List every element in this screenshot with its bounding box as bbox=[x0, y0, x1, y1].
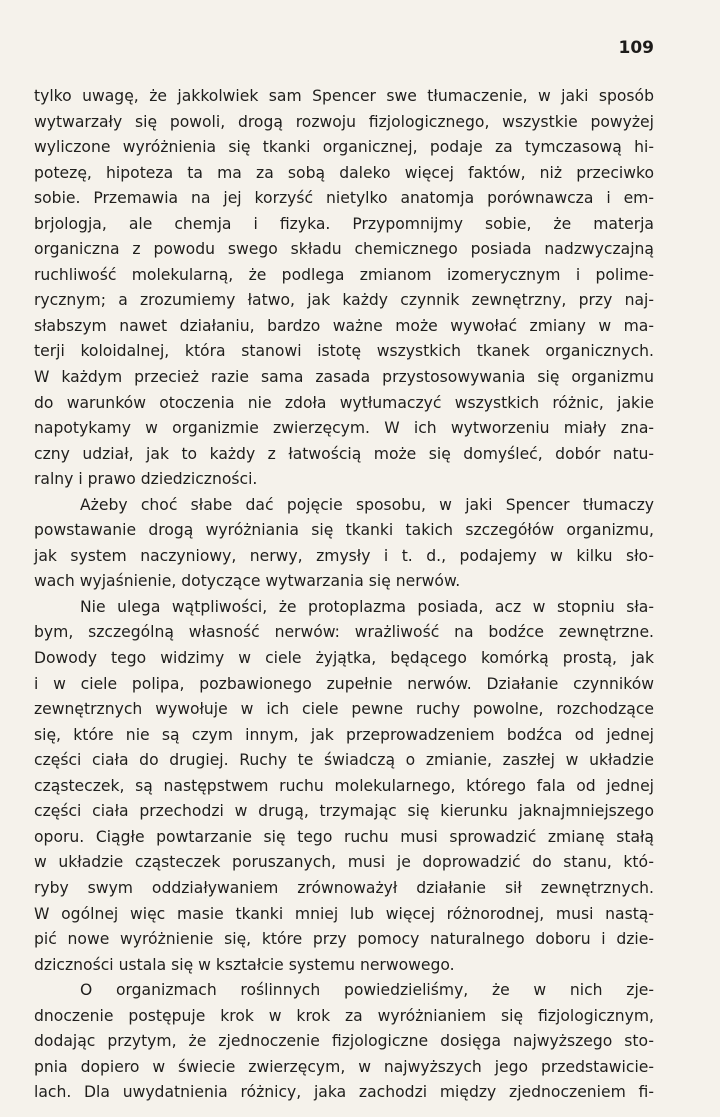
text-line: w układzie cząsteczek poruszanych, musi je doprowadzić do stanu, któ- bbox=[34, 853, 654, 872]
text-line: pnia dopiero w świecie zwierzęcym, w najwyższych jego przedstawicie- bbox=[34, 1057, 654, 1076]
text-line: do warunków otoczenia nie zdoła wytłumaczyć wszystkich różnic, jakie bbox=[34, 393, 654, 412]
text-line: cząsteczek, są następstwem ruchu molekularnego, którego fala od jednej bbox=[34, 776, 654, 795]
text-line: czny udział, jak to każdy z łatwością może się domyśleć, dobór natu- bbox=[34, 444, 654, 463]
text-line: sobie. Przemawia na jej korzyść nietylko anatomja porównawcza i em- bbox=[34, 189, 654, 208]
text-line: ralny i prawo dziedziczności. bbox=[34, 470, 258, 489]
text-line: części ciała do drugiej. Ruchy te świadczą o zmianie, zaszłej w układzie bbox=[34, 751, 654, 770]
text-line: rycznym; a zrozumiemy łatwo, jak każdy czynnik zewnętrzny, przy naj- bbox=[34, 291, 654, 310]
text-line: i w ciele polipa, pozbawionego zupełnie nerwów. Działanie czynników bbox=[34, 674, 654, 693]
text-line: powstawanie drogą wyróżniania się tkanki takich szczegółów organizmu, bbox=[34, 521, 654, 540]
text-line: wytwarzały się powoli, drogą rozwoju fizjologicznego, wszystkie powyżej bbox=[34, 112, 654, 131]
text-line: części ciała przechodzi w drugą, trzymając się kierunku jaknajmniejszego bbox=[34, 802, 654, 821]
text-line: brjologja, ale chemja i fizyka. Przypomnijmy sobie, że materja bbox=[34, 214, 654, 233]
page-number: 109 bbox=[618, 38, 654, 58]
text-line: dziczności ustala się w kształcie systemu nerwowego. bbox=[34, 955, 455, 974]
text-line: wach wyjaśnienie, dotyczące wytwarzania się nerwów. bbox=[34, 572, 461, 591]
text-line: zewnętrznych wywołuje w ich ciele pewne ruchy powolne, rozchodzące bbox=[34, 700, 654, 719]
body-text bbox=[34, 84, 654, 1106]
text-line: dodając przytym, że zjednoczenie fizjologiczne dosięga najwyższego sto- bbox=[34, 1032, 654, 1051]
text-line: słabszym nawet działaniu, bardzo ważne może wywołać zmiany w ma- bbox=[34, 316, 654, 335]
text-line: Ażeby choć słabe dać pojęcie sposobu, w jaki Spencer tłumaczy bbox=[80, 495, 654, 514]
text-line: potezę, hipoteza ta ma za sobą daleko więcej faktów, niż przeciwko bbox=[34, 163, 654, 182]
text-line: Nie ulega wątpliwości, że protoplazma posiada, acz w stopniu sła- bbox=[80, 597, 654, 616]
text-line: Dowody tego widzimy w ciele żyjątka, będącego komórką prostą, jak bbox=[34, 649, 654, 668]
text-line: napotykamy w organizmie zwierzęcym. W ich wytworzeniu miały zna- bbox=[34, 419, 654, 438]
text-line: tylko uwagę, że jakkolwiek sam Spencer swe tłumaczenie, w jaki sposób bbox=[34, 87, 654, 105]
text-line: W każdym przecież razie sama zasada przystosowywania się organizmu bbox=[34, 368, 654, 387]
text-line: się, które nie są czym innym, jak przeprowadzeniem bodźca od jednej bbox=[34, 725, 654, 744]
text-line: ryby swym oddziaływaniem zrównoważył działanie sił zewnętrznych. bbox=[34, 878, 654, 897]
text-line: dnoczenie postępuje krok w krok za wyróżnianiem się fizjologicznym, bbox=[34, 1006, 654, 1025]
text-line: jak system naczyniowy, nerwy, zmysły i t. d., podajemy w kilku sło- bbox=[34, 546, 654, 565]
text-line: bym, szczególną własność nerwów: wrażliwość na bodźce zewnętrzne. bbox=[34, 623, 654, 642]
text-line: ruchliwość molekularną, że podlega zmianom izomerycznym i polime- bbox=[34, 265, 654, 284]
text-line: lach. Dla uwydatnienia różnicy, jaka zachodzi między zjednoczeniem fi- bbox=[34, 1083, 654, 1102]
text-line: W ogólnej więc masie tkanki mniej lub więcej różnorodnej, musi nastą- bbox=[34, 904, 654, 923]
text-line: terji koloidalnej, która stanowi istotę wszystkich tkanek organicznych. bbox=[34, 342, 654, 361]
text-line: organiczna z powodu swego składu chemicznego posiada nadzwyczajną bbox=[34, 240, 654, 259]
text-line: O organizmach roślinnych powiedzieliśmy, że w nich zje- bbox=[80, 981, 654, 1000]
text-line: wyliczone wyróżnienia się tkanki organicznej, podaje za tymczasową hi- bbox=[34, 138, 654, 157]
text-line: oporu. Ciągłe powtarzanie się tego ruchu musi sprowadzić zmianę stałą bbox=[34, 827, 654, 846]
text-line: pić nowe wyróżnienie się, które przy pomocy naturalnego doboru i dzie- bbox=[34, 930, 654, 949]
